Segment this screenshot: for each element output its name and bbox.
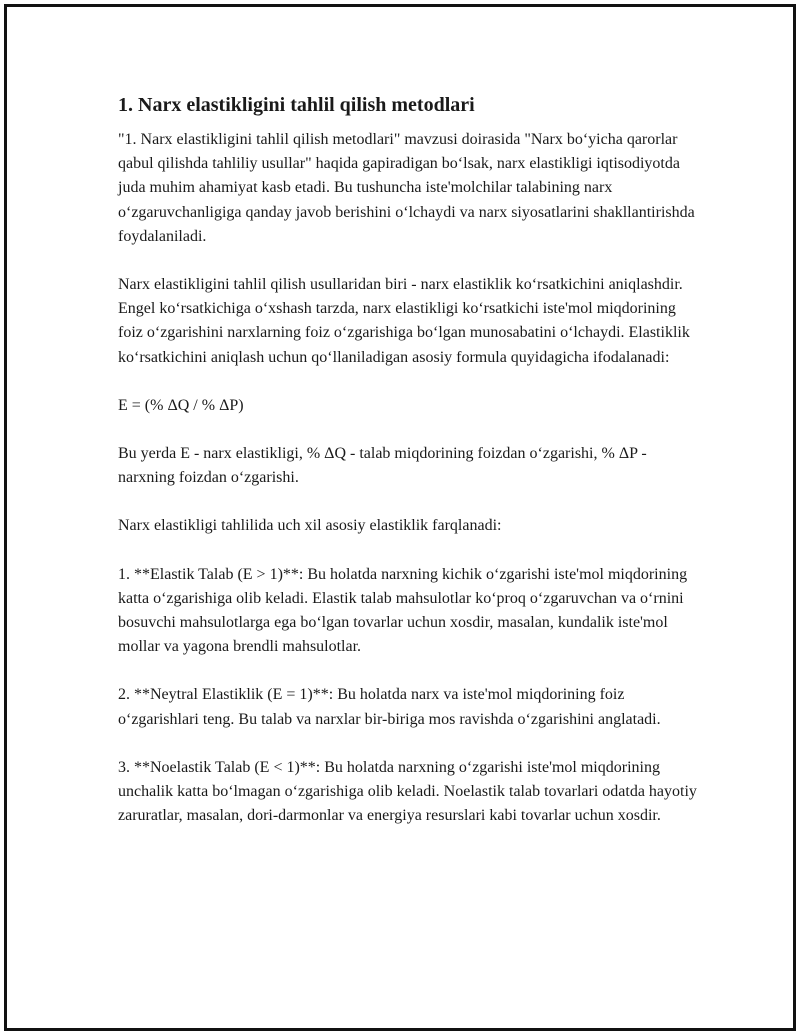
paragraph-types-intro: Narx elastikligi tahlilida uch xil asosiy elastiklik farqlanadi: (118, 517, 502, 535)
document-title: 1. Narx elastikligini tahlil qilish metodlari (118, 94, 475, 116)
paragraph-method: Narx elastikligini tahlil qilish usullaridan biri - narx elastiklik ko‘rsatkichini aniqlashdir. Engel ko‘rsatkichiga o‘xshash tarzda, narx elastikligi ko‘rsatkichi iste'mol miqdorining foiz o‘zgarishini narxlarning foiz o‘zgarishiga bo‘lgan munosabatini o‘lchaydi. Elastiklik ko‘rsatkichini aniqlash uchun qo‘llaniladigan asosiy formula quyidagicha ifodalanadi: (118, 276, 690, 366)
paragraph-inelastic-demand: 3. **Noelastik Talab (E < 1)**: Bu holatda narxning o‘zgarishi iste'mol miqdorining unchalik katta bo‘lmagan o‘zgarishiga olib keladi. Noelastik talab tovarlari odatda hayotiy zaruratlar, masalan, dori-darmonlar va energiya resurslari kabi tovarlar uchun xosdir. (118, 758, 697, 825)
paragraph-intro: "1. Narx elastikligini tahlil qilish metodlari" mavzusi doirasida "Narx bo‘yicha qarorlar qabul qilishda tahliliy usullar" haqida gapiradigan bo‘lsak, narx elastikligi iqtisodiyotda juda muhim ahamiyat kasb etadi. Bu tushuncha iste'molchilar talabining narx o‘zgaruvchanligiga qanday javob berishini o‘lchaydi va narx siyosatlarini shakllantirishda foydalaniladi. (118, 131, 695, 245)
paragraph-formula: E = (% ΔQ / % ΔP) (118, 396, 244, 414)
paragraph-elastic-demand: 1. **Elastik Talab (E > 1)**: Bu holatda narxning kichik o‘zgarishi iste'mol miqdorining katta o‘zgarishiga olib keladi. Elastik talab mahsulotlar ko‘proq o‘zgaruvchan va o‘rnini bosuvchi mahsulotlarga ega bo‘lgan tovarlar uchun xosdir, masalan, kundalik iste'mol mollar va yagona brendli mahsulotlar. (118, 565, 688, 656)
paragraph-neutral-elasticity: 2. **Neytral Elastiklik (E = 1)**: Bu holatda narx va iste'mol miqdorining foiz o‘zgarishlari teng. Bu talab va narxlar bir-biriga mos ravishda o‘zgarishini anglatadi. (118, 686, 661, 728)
paragraph-formula-explanation: Bu yerda E - narx elastikligi, % ΔQ - talab miqdorining foizdan o‘zgarishi, % ΔP - narxning foizdan o‘zgarishi. (118, 445, 647, 487)
document-body (118, 92, 698, 852)
